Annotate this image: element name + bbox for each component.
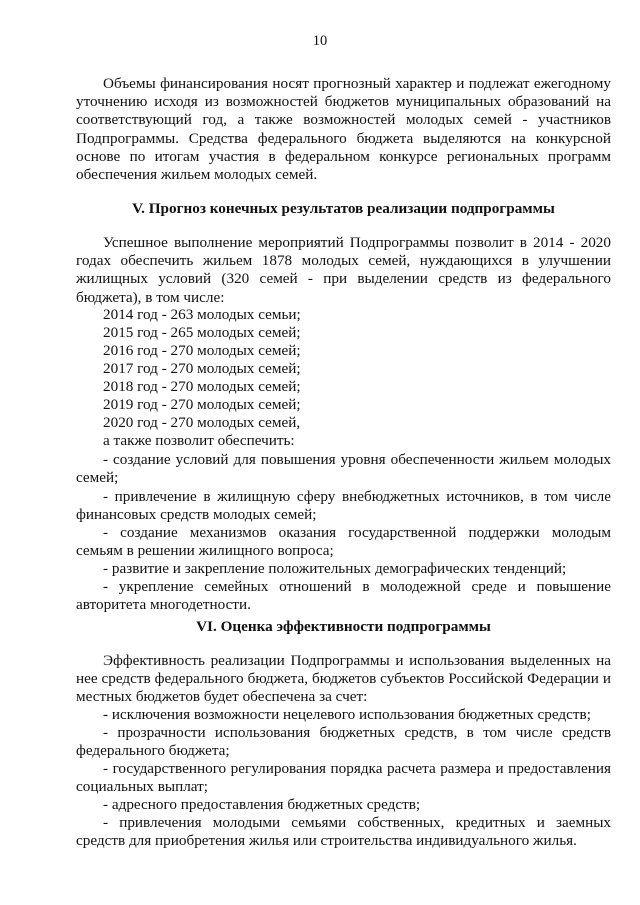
year-line: 2019 год - 270 молодых семей;	[103, 396, 301, 413]
page-number: 10	[312, 33, 328, 49]
section-6-intro: Эффективность реализации Подпрограммы и использования выделенных на нее средств федерального бюджета, бюджетов субъектов Российской Федерации и местных бюджетов будет обеспечена за счет:	[76, 652, 611, 706]
section-5-heading: V. Прогноз конечных результатов реализации подпрограммы	[132, 200, 555, 217]
result-bullet: - создание условий для повышения уровня обеспеченности жильем молодых семей;	[76, 451, 611, 487]
year-line: 2015 год - 265 молодых семей;	[103, 324, 301, 341]
result-bullet: - привлечение в жилищную сферу внебюджетных источников, в том числе финансовых средств молодых семей;	[76, 488, 611, 524]
result-bullet: - развитие и закрепление положительных демографических тенденций;	[103, 560, 567, 577]
financing-paragraph: Объемы финансирования носят прогнозный характер и подлежат ежегодному уточнению исходя из возможностей бюджетов муниципальных образований на соответствующий год, а также возможностей молодых семей - участников Подпрограммы. Средства федерального бюджета выделяются на конкурсной основе по итогам участия в федеральном конкурсе региональных программ обеспечения жильем молодых семей.	[76, 75, 611, 184]
year-line: 2017 год - 270 молодых семей;	[103, 360, 301, 377]
efficiency-bullet: - государственного регулирования порядка расчета размера и предоставления социальных выплат;	[76, 760, 611, 796]
efficiency-bullet: - адресного предоставления бюджетных средств;	[103, 796, 421, 813]
efficiency-bullet: - прозрачности использования бюджетных средств, в том числе средств федерального бюджета;	[76, 724, 611, 760]
year-line: 2014 год - 263 молодых семьи;	[103, 306, 301, 323]
efficiency-bullet: - исключения возможности нецелевого использования бюджетных средств;	[103, 706, 591, 723]
section-5-intro: Успешное выполнение мероприятий Подпрограммы позволит в 2014 - 2020 годах обеспечить жильем 1878 молодых семей, нуждающихся в улучшении жилищных условий (320 семей - при выделении средств из федерального бюджета), в том числе:	[76, 234, 611, 306]
efficiency-bullet: - привлечения молодыми семьями собственных, кредитных и заемных средств для приобретения жилья или строительства индивидуального жилья.	[76, 814, 611, 850]
result-bullet: - создание механизмов оказания государственной поддержки молодым семьям в решении жилищного вопроса;	[76, 524, 611, 560]
also-line: а также позволит обеспечить:	[103, 432, 295, 449]
year-line: 2016 год - 270 молодых семей;	[103, 342, 301, 359]
result-bullet: - укрепление семейных отношений в молодежной среде и повышение авторитета многодетности.	[76, 578, 611, 614]
year-line: 2020 год - 270 молодых семей,	[103, 414, 301, 431]
section-6-heading: VI. Оценка эффективности подпрограммы	[196, 618, 491, 635]
year-line: 2018 год - 270 молодых семей;	[103, 378, 301, 395]
